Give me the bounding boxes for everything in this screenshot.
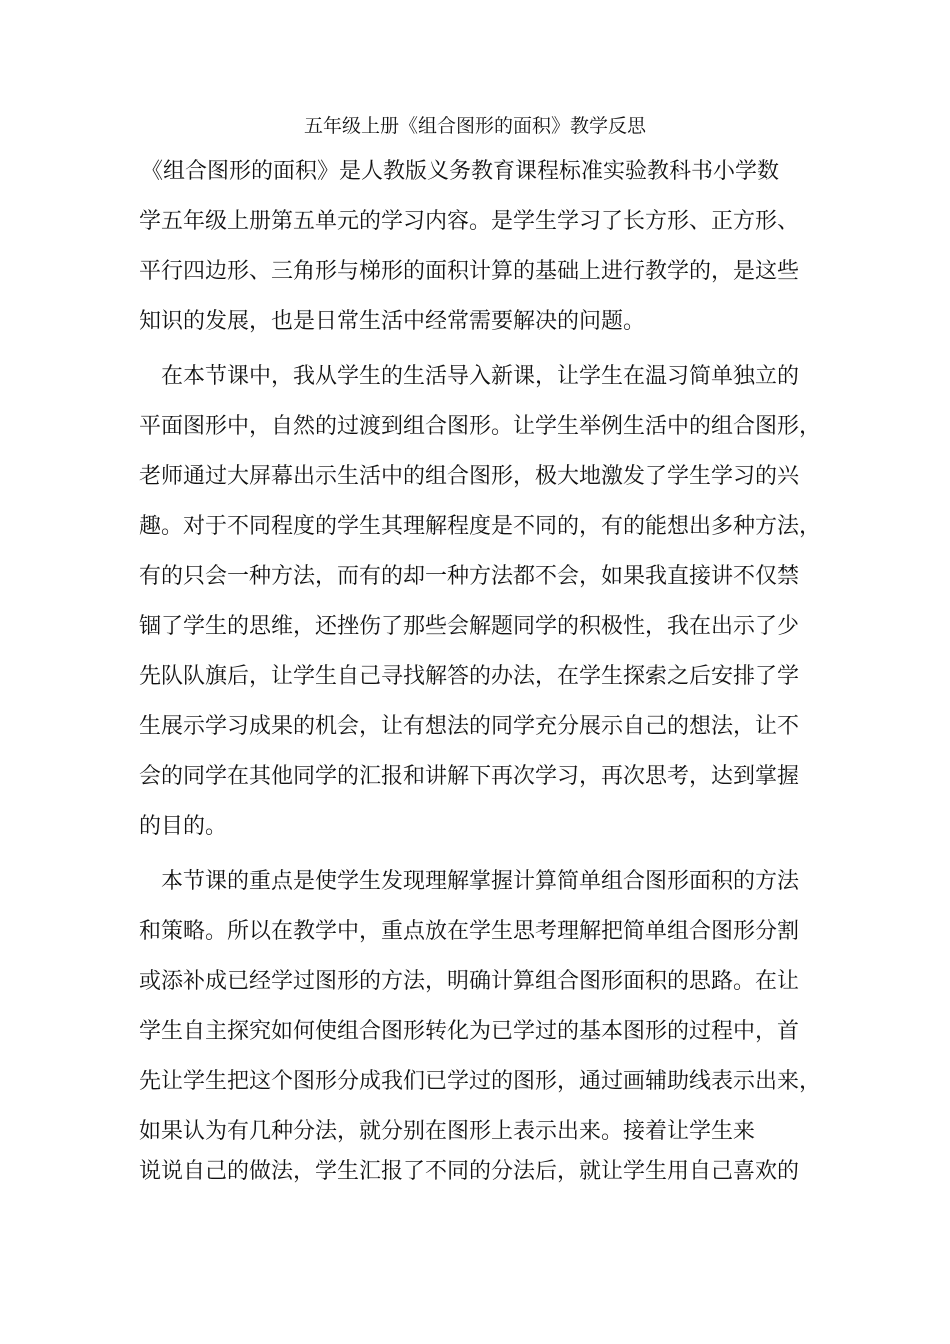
text-line: 说说自己的做法，学生汇报了不同的分法后，就让学生用自己喜欢的 bbox=[139, 1159, 800, 1184]
text-line: 平面图形中，自然的过渡到组合图形。让学生举例生活中的组合图形， bbox=[139, 414, 822, 439]
text-line: 学五年级上册第五单元的学习内容。是学生学习了长方形、正方形、 bbox=[139, 209, 800, 234]
text-line: 老师通过大屏幕出示生活中的组合图形，极大地激发了学生学习的兴 bbox=[139, 464, 800, 489]
text-line: 趣。对于不同程度的学生其理解程度是不同的，有的能想出多种方法， bbox=[139, 514, 822, 539]
text-line: 有的只会一种方法，而有的却一种方法都不会，如果我直接讲不仅禁 bbox=[139, 564, 800, 589]
text-line: 的目的。 bbox=[139, 814, 228, 839]
text-line: 在本节课中，我从学生的生活导入新课，让学生在温习简单独立的 bbox=[161, 364, 800, 389]
text-line: 平行四边形、三角形与梯形的面积计算的基础上进行教学的，是这些 bbox=[139, 259, 800, 284]
text-line: 学生自主探究如何使组合图形转化为已学过的基本图形的过程中，首 bbox=[139, 1019, 800, 1044]
text-line: 和策略。所以在教学中，重点放在学生思考理解把简单组合图形分割 bbox=[139, 919, 800, 944]
text-line: 或添补成已经学过图形的方法，明确计算组合图形面积的思路。在让 bbox=[139, 969, 800, 994]
text-line: 会的同学在其他同学的汇报和讲解下再次学习，再次思考，达到掌握 bbox=[139, 764, 800, 789]
text-line: 知识的发展，也是日常生活中经常需要解决的问题。 bbox=[139, 309, 646, 334]
text-line: 先队队旗后，让学生自己寻找解答的办法，在学生探索之后安排了学 bbox=[139, 664, 800, 689]
text-line: 如果认为有几种分法，就分别在图形上表示出来。接着让学生来 bbox=[139, 1119, 756, 1144]
text-line: 锢了学生的思维，还挫伤了那些会解题同学的积极性，我在出示了少 bbox=[139, 614, 800, 639]
text-line: 先让学生把这个图形分成我们已学过的图形，通过画辅助线表示出来， bbox=[139, 1069, 822, 1094]
document-title: 五年级上册《组合图形的面积》教学反思 bbox=[303, 115, 646, 137]
text-line: 《组合图形的面积》是人教版义务教育课程标准实验教科书小学数 bbox=[141, 159, 780, 184]
text-line: 本节课的重点是使学生发现理解掌握计算简单组合图形面积的方法 bbox=[161, 869, 800, 894]
text-line: 生展示学习成果的机会，让有想法的同学充分展示自己的想法，让不 bbox=[139, 714, 800, 739]
